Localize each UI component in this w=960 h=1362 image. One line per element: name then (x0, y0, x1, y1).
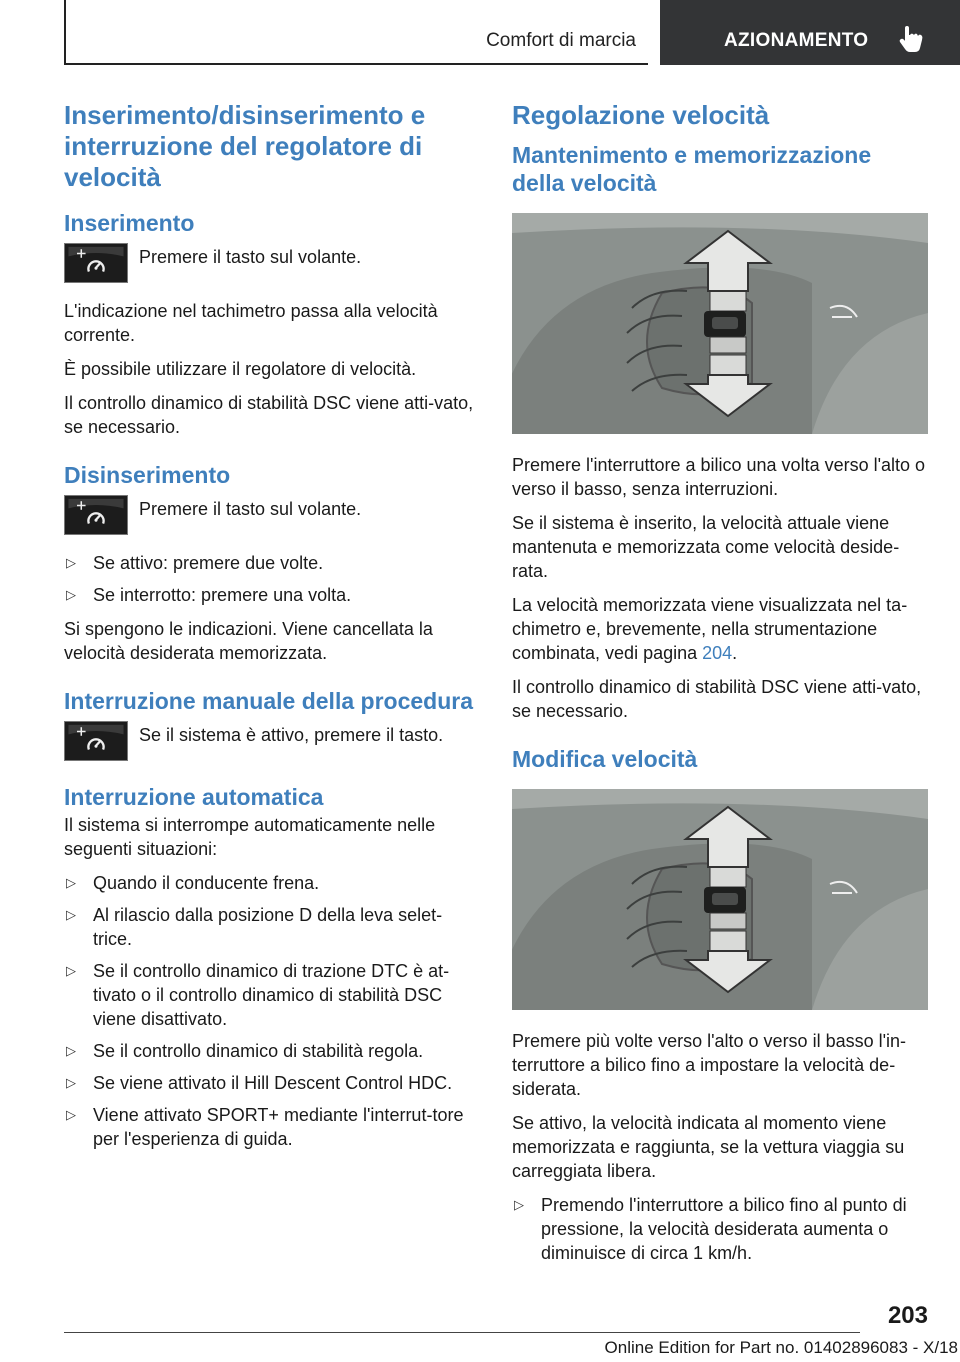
heading-modifica-velocita: Modifica velocità (512, 746, 698, 772)
footer-edition-text: Online Edition for Part no. 01402896083 - X/18 (604, 1338, 958, 1357)
triangle-bullet-icon: ▷ (66, 963, 76, 978)
steering-wheel-rocker-switch-image (512, 789, 928, 1010)
inserimento-paragraph-3: Il controllo dinamico di stabilità DSC viene atti‐vato, se necessario. (64, 393, 474, 437)
list-item: ▷ Se attivo: premere due volte. (66, 553, 324, 573)
cruise-control-button-icon (64, 495, 128, 535)
automatica-paragraph-1: Il sistema si interrompe automaticamente nelle seguenti situazioni: (64, 815, 436, 859)
hand-pointer-icon (896, 24, 926, 54)
disinserimento-button-text: Premere il tasto sul volante. (139, 499, 362, 519)
triangle-bullet-icon: ▷ (66, 907, 76, 922)
mantenimento-paragraph-1: Premere l'interruttore a bilico una volta verso l'alto o verso il basso, senza interruzioni. (512, 455, 926, 499)
triangle-bullet-icon: ▷ (66, 1043, 76, 1058)
cruise-control-button-icon (64, 721, 128, 761)
disinserimento-button-row (64, 495, 474, 535)
heading-interruzione-manuale: Interruzione manuale della procedura (64, 688, 473, 714)
header-section-title: Comfort di marcia (486, 30, 636, 51)
triangle-bullet-icon: ▷ (66, 1075, 76, 1090)
disinserimento-paragraph-1: Si spengono le indicazioni. Viene cancellata la velocità desiderata memorizzata. (64, 619, 433, 663)
list-item: ▷ Se viene attivato il Hill Descent Control HDC. (66, 1073, 453, 1093)
page-number: 203 (887, 1302, 928, 1329)
list-item: ▷ Al rilascio dalla posizione D della leva selet‐trice. (66, 905, 443, 949)
list-item: ▷ Se interrotto: premere una volta. (66, 585, 352, 605)
header-left-rule (64, 0, 66, 64)
triangle-bullet-icon: ▷ (66, 875, 76, 890)
inserimento-paragraph-1: L'indicazione nel tachimetro passa alla velocità corrente. (64, 301, 438, 345)
cruise-control-button-icon (64, 243, 128, 283)
mantenimento-paragraph-4: Il controllo dinamico di stabilità DSC viene atti‐vato, se necessario. (512, 677, 922, 721)
manuale-button-text: Se il sistema è attivo, premere il tasto. (139, 725, 444, 745)
right-section-title: Regolazione velocità (512, 100, 770, 130)
header-bottom-rule (64, 63, 648, 65)
heading-mantenimento: Mantenimento e memorizzazione della velocità (512, 142, 872, 196)
left-section-title: Inserimento/disinserimento e interruzione del regolatore di velocità (64, 100, 426, 192)
mantenimento-paragraph-2: Se il sistema è inserito, la velocità attuale viene mantenuta e memorizzata come velocità deside‐rata. (512, 513, 900, 581)
right-column (512, 100, 928, 1275)
triangle-bullet-icon: ▷ (66, 587, 76, 602)
list-item: ▷ Quando il conducente frena. (66, 873, 320, 893)
heading-interruzione-automatica: Interruzione automatica (64, 784, 324, 810)
inserimento-paragraph-2: È possibile utilizzare il regolatore di velocità. (64, 359, 417, 379)
triangle-bullet-icon: ▷ (514, 1197, 524, 1212)
modifica-list (512, 1193, 928, 1265)
triangle-bullet-icon: ▷ (66, 1107, 76, 1122)
header-chapter-tab (660, 0, 960, 65)
inserimento-button-text: Premere il tasto sul volante. (139, 247, 362, 267)
list-item: ▷ Se il controllo dinamico di stabilità regola. (66, 1041, 424, 1061)
list-item: ▷ Premendo l'interruttore a bilico fino al punto di pressione, la velocità desiderata aumenta o diminuisce di circa 1 km/h. (514, 1195, 907, 1263)
heading-disinserimento: Disinserimento (64, 462, 231, 488)
list-item: ▷ Viene attivato SPORT+ mediante l'interrut‐tore per l'esperienza di guida. (66, 1105, 464, 1149)
steering-wheel-rocker-switch-image (512, 213, 928, 434)
mantenimento-paragraph-3: La velocità memorizzata viene visualizzata nel ta‐chimetro e, brevemente, nella strumentazione combinata, vedi pagina 204. (512, 595, 908, 663)
header-chapter-title: AZIONAMENTO (724, 30, 869, 51)
automatica-list (64, 871, 474, 1151)
manuale-button-row (64, 721, 474, 761)
disinserimento-list (64, 551, 474, 607)
modifica-paragraph-2: Se attivo, la velocità indicata al momento viene memorizzata e raggiunta, se la vettura viaggia su carreggiata libera. (512, 1113, 905, 1181)
triangle-bullet-icon: ▷ (66, 555, 76, 570)
footer-rule (64, 1332, 860, 1333)
list-item: ▷ Se il controllo dinamico di trazione DTC è at‐tivato o il controllo dinamico di stabilità DSC viene disattivato. (66, 961, 450, 1029)
page-reference-link[interactable]: 204 (702, 643, 733, 663)
left-column (64, 100, 474, 1161)
modifica-paragraph-1: Premere più volte verso l'alto o verso il basso l'in‐terruttore a bilico fino a impostare la velocità de‐siderata. (512, 1031, 907, 1099)
heading-inserimento: Inserimento (64, 210, 195, 236)
inserimento-button-row (64, 243, 474, 283)
